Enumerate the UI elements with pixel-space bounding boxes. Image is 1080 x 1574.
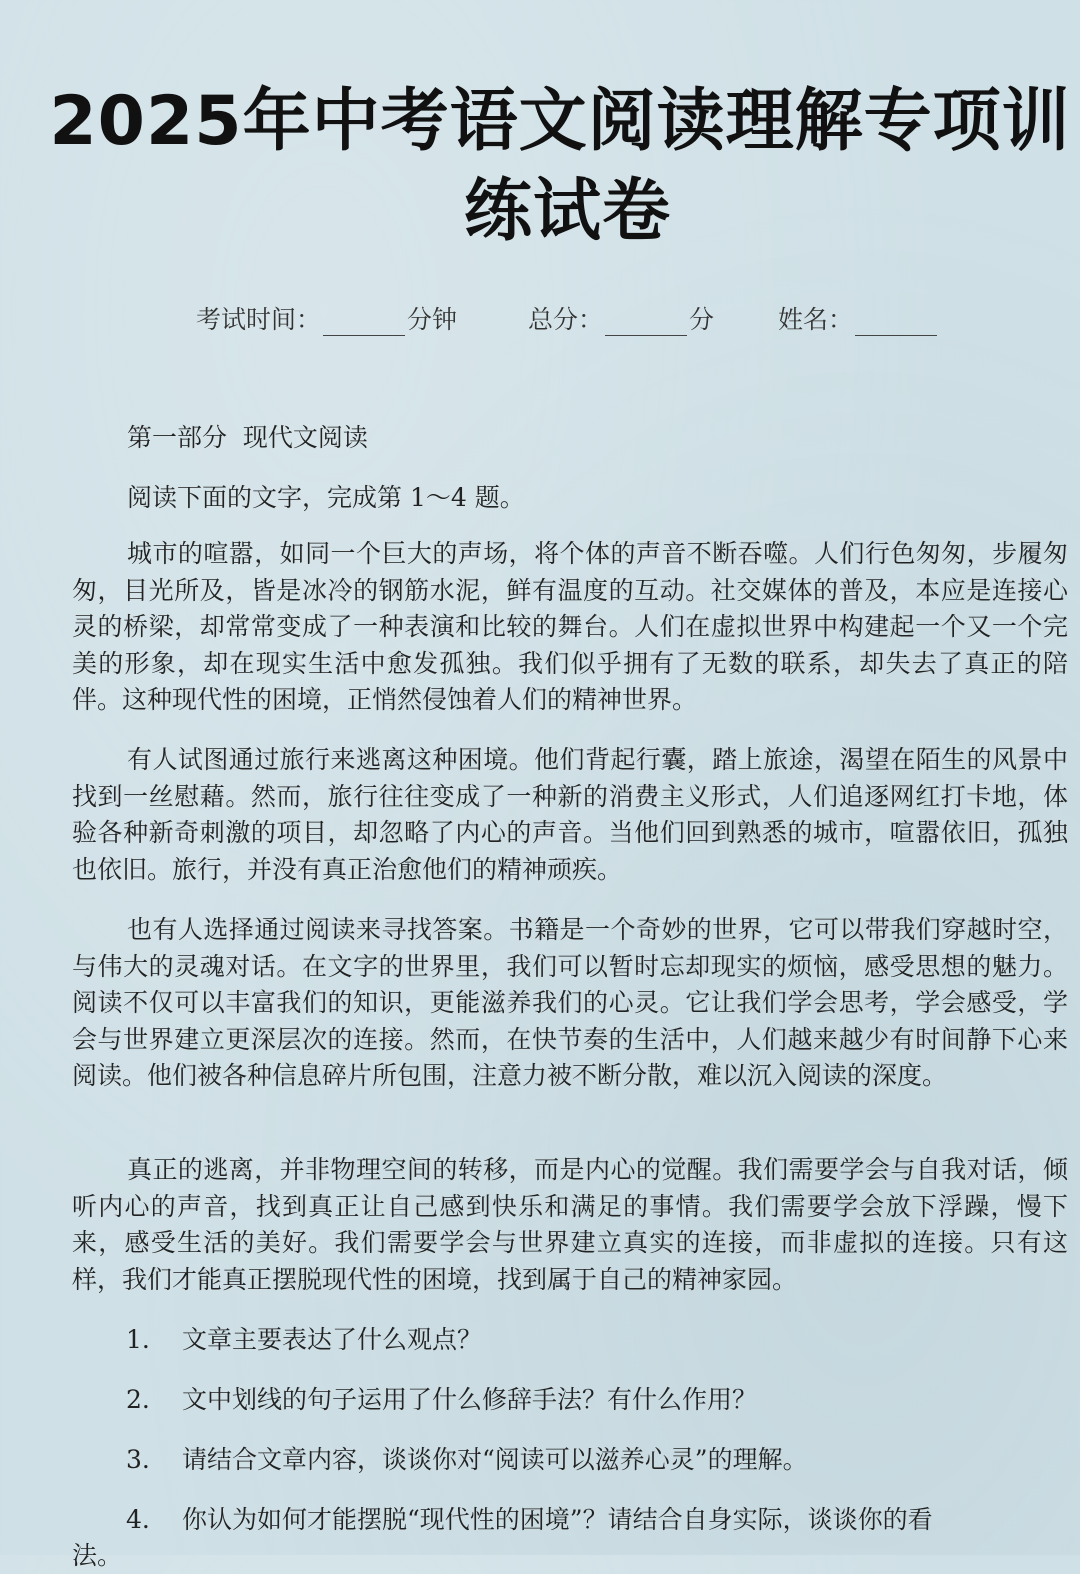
- question-text: 你认为如何才能摆脱“现代性的困境”？请结合自身实际，谈谈你的看: [182, 1505, 933, 1534]
- question-number: 4.: [126, 1505, 150, 1534]
- total-score-blank: [605, 307, 687, 336]
- section-heading: 第一部分 现代文阅读: [127, 423, 368, 452]
- question-item: [126, 1322, 1056, 1358]
- page-title-line-2: 练试卷: [463, 172, 671, 251]
- question-number: 3.: [126, 1445, 150, 1474]
- name-blank: [855, 307, 937, 336]
- name-label: 姓名：: [778, 305, 854, 334]
- question-item: [126, 1502, 1056, 1538]
- question-number: 1.: [126, 1325, 150, 1354]
- exam-time-blank: [323, 307, 405, 336]
- question-text: 文中划线的句子运用了什么修辞手法？有什么作用？: [182, 1385, 758, 1414]
- exam-time-label: 考试时间：: [196, 305, 322, 334]
- passage-paragraph: 也有人选择通过阅读来寻找答案。书籍是一个奇妙的世界，它可以带我们穿越时空，与伟大的灵魂对话。在文字的世界里，我们可以暂时忘却现实的烦恼，感受思想的魅力。阅读不仅可以丰富我们的知识，更能滋养我们的心灵。它让我们学会思考，学会感受，学会与世界建立更深层次的连接。然而，在快节奏的生活中，人们越来越少有时间静下心来阅读。他们被各种信息碎片所包围，注意力被不断分散，难以沉入阅读的深度。: [72, 915, 1068, 1090]
- question-text: 文章主要表达了什么观点？: [182, 1325, 483, 1354]
- passage-paragraph: 有人试图通过旅行来逃离这种困境。他们背起行囊，踏上旅途，渴望在陌生的风景中找到一丝慰藉。然而，旅行往往变成了一种新的消费主义形式，人们追逐网红打卡地，体验各种新奇刺激的项目，却忽略了内心的声音。当他们回到熟悉的城市，喧嚣依旧，孤独也依旧。旅行，并没有真正治愈他们的精神顽疾。: [72, 745, 1068, 884]
- question-number: 2.: [126, 1385, 150, 1414]
- total-score-unit: 分: [689, 305, 715, 334]
- reading-instruction: 阅读下面的文字，完成第 1～4 题。: [127, 483, 525, 512]
- total-score-field: [528, 300, 714, 336]
- total-score-label: 总分：: [528, 305, 604, 334]
- name-field: [778, 300, 939, 336]
- exam-time-unit: 分钟: [407, 305, 458, 334]
- exam-time-field: [196, 300, 457, 336]
- passage-paragraph: 真正的逃离，并非物理空间的转移，而是内心的觉醒。我们需要学会与自我对话，倾听内心的声音，找到真正让自己感到快乐和满足的事情。我们需要学会放下浮躁，慢下来，感受生活的美好。我们需要学会与世界建立真实的连接，而非虚拟的连接。只有这样，我们才能真正摆脱现代性的困境，找到属于自己的精神家园。: [72, 1155, 1068, 1294]
- page-title-line-1: 2025年中考语文阅读理解专项训: [49, 82, 1071, 161]
- question-item: [126, 1382, 1056, 1418]
- question-item: [126, 1442, 1056, 1478]
- question-text: 请结合文章内容，谈谈你对“阅读可以滋养心灵”的理解。: [182, 1445, 808, 1474]
- passage-paragraph: 城市的喧嚣，如同一个巨大的声场，将个体的声音不断吞噬。人们行色匆匆，步履匆匆，目光所及，皆是冰冷的钢筋水泥，鲜有温度的互动。社交媒体的普及，本应是连接心灵的桥梁，却常常变成了一种表演和比较的舞台。人们在虚拟世界中构建起一个又一个完美的形象，却在现实生活中愈发孤独。我们似乎拥有了无数的联系，却失去了真正的陪伴。这种现代性的困境，正悄然侵蚀着人们的精神世界。: [72, 539, 1068, 714]
- question-text-continuation: 法。: [72, 1541, 123, 1570]
